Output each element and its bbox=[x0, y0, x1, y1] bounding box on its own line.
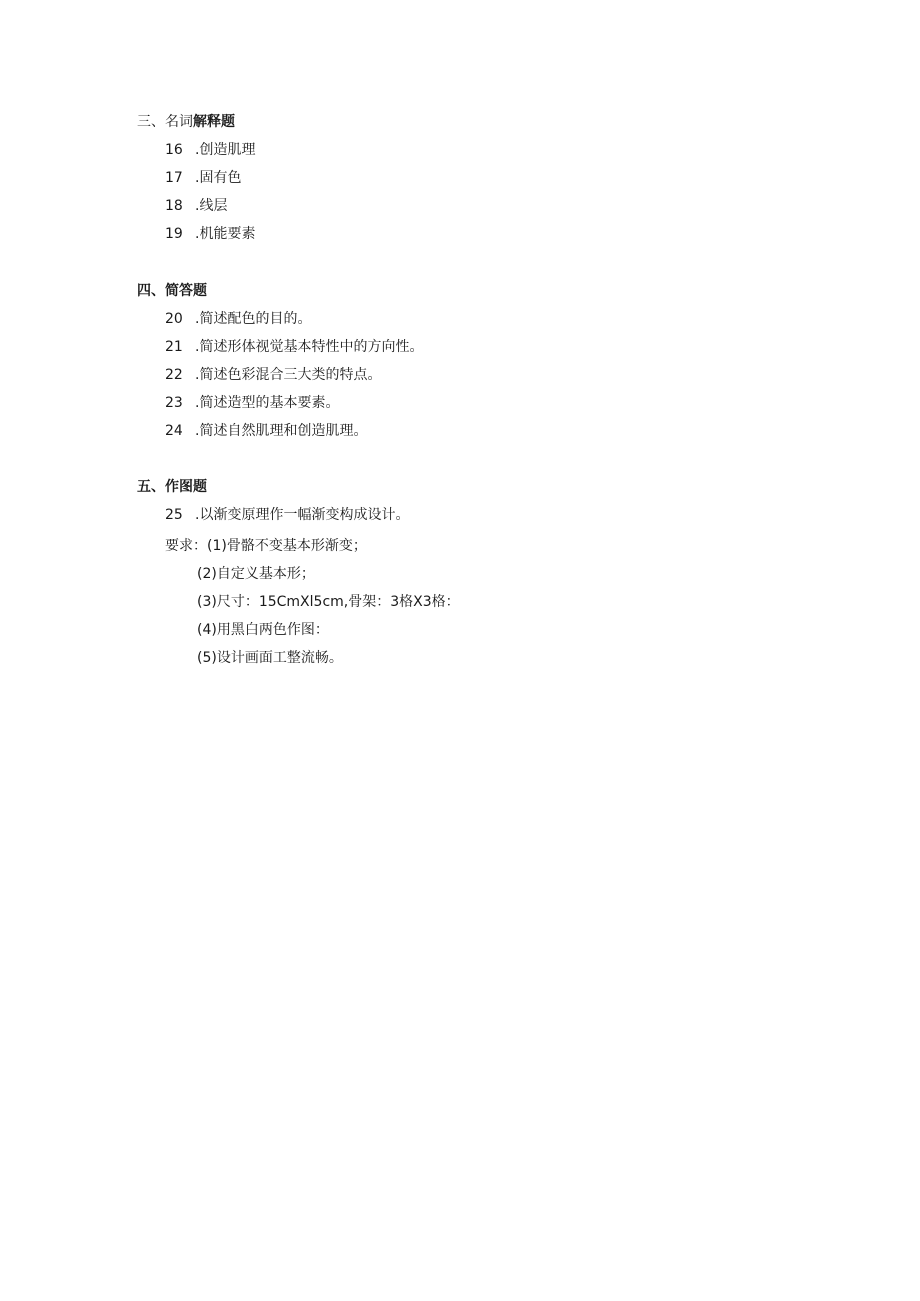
question-number: 21 bbox=[165, 339, 183, 355]
section-3-heading bbox=[137, 113, 235, 131]
question-20 bbox=[165, 310, 311, 328]
requirement-1: 要求：(1)骨骼不变基本形渐变； bbox=[165, 538, 367, 554]
question-text: .线层 bbox=[195, 198, 228, 214]
question-number: 25 bbox=[165, 507, 183, 523]
question-text: .以渐变原理作一幅渐变构成设计。 bbox=[195, 507, 410, 523]
requirement-3: (3)尺寸：15CmXl5cm,骨架：3格X3格： bbox=[197, 594, 460, 610]
question-16 bbox=[165, 141, 255, 159]
question-text: .简述造型的基本要素。 bbox=[195, 395, 340, 411]
section-5-heading bbox=[137, 478, 207, 496]
question-24 bbox=[165, 422, 367, 440]
requirement-2: (2)自定义基本形； bbox=[197, 566, 315, 582]
question-text: .固有色 bbox=[195, 170, 242, 186]
requirement-5: (5)设计画面工整流畅。 bbox=[197, 650, 343, 666]
question-number: 17 bbox=[165, 170, 183, 186]
question-number: 18 bbox=[165, 198, 183, 214]
section-4-heading bbox=[137, 282, 207, 300]
question-number: 24 bbox=[165, 423, 183, 439]
question-text: .简述形体视觉基本特性中的方向性。 bbox=[195, 339, 424, 355]
question-17 bbox=[165, 169, 241, 187]
section-3-heading-plain: 三、名词 bbox=[137, 114, 193, 130]
section-3-heading-bold: 解释题 bbox=[193, 114, 235, 130]
question-text: .简述自然肌理和创造肌理。 bbox=[195, 423, 368, 439]
question-25 bbox=[165, 506, 409, 524]
question-23 bbox=[165, 394, 339, 412]
section-5-heading-text: 五、作图题 bbox=[137, 479, 207, 495]
question-number: 22 bbox=[165, 367, 183, 383]
question-21 bbox=[165, 338, 423, 356]
question-number: 23 bbox=[165, 395, 183, 411]
question-number: 20 bbox=[165, 311, 183, 327]
question-19 bbox=[165, 225, 255, 243]
question-text: .简述色彩混合三大类的特点。 bbox=[195, 367, 382, 383]
question-text: .创造肌理 bbox=[195, 142, 256, 158]
section-4-heading-text: 四、简答题 bbox=[137, 283, 207, 299]
question-18 bbox=[165, 197, 227, 215]
question-number: 19 bbox=[165, 226, 183, 242]
requirement-4: (4)用黑白两色作图： bbox=[197, 622, 329, 638]
question-number: 16 bbox=[165, 142, 183, 158]
question-text: .简述配色的目的。 bbox=[195, 311, 312, 327]
question-text: .机能要素 bbox=[195, 226, 256, 242]
question-22 bbox=[165, 366, 381, 384]
